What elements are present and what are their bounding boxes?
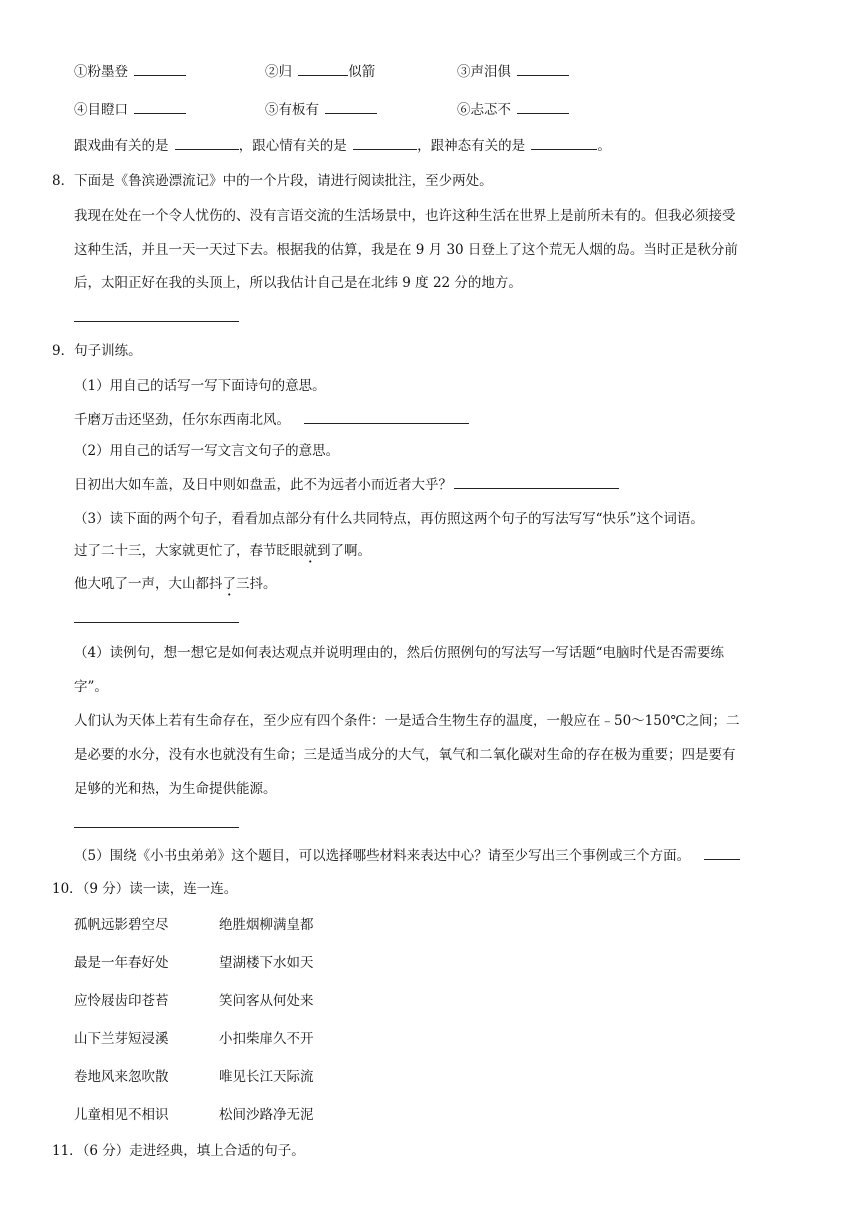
left-verse-2[interactable]: 最是一年春好处 [74, 955, 169, 971]
passage-line-3: 后，太阳正好在我的头顶上，所以我估计自己是在北纬 9 度 22 分的地方。 [74, 275, 522, 291]
poem-line: 千磨万击还坚劲，任尔东西南北风。 [74, 412, 290, 428]
answer-blank-mood[interactable] [353, 135, 417, 150]
answer-blank[interactable] [325, 99, 377, 114]
answer-blank[interactable] [134, 99, 186, 114]
item-number: ④ [74, 102, 88, 118]
question-8-prompt: 8．下面是《鲁滨逊漂流记》中的一个片段，请进行阅读批注，至少两处。 [52, 173, 493, 189]
answer-blank-p1[interactable] [304, 409, 469, 424]
item-text: 忐忑不 [470, 102, 511, 118]
left-verse-1[interactable]: 孤帆远影碧空尽 [74, 917, 169, 933]
classification-label-expression: ，跟神态有关的是 [417, 138, 526, 154]
classification-line [74, 135, 611, 156]
q9-part4-prompt-line-1: （4）读例句，想一想它是如何表达观点并说明理由的，然后仿照例句的写法写一写话题“电脑时代是否需要练 [74, 645, 724, 661]
left-verse-5[interactable]: 卷地风来忽吹散 [74, 1069, 169, 1085]
answer-blank-expression[interactable] [531, 135, 597, 150]
right-verse-5[interactable]: 唯见长江天际流 [219, 1069, 314, 1085]
item-text: 目瞪口 [87, 102, 128, 118]
example-line-3: 足够的光和热，为生命提供能源。 [74, 781, 277, 797]
q9-part2-classical [74, 474, 619, 495]
example-line-2: 是必要的水分，没有水也就没有生命；三是适当成分的大气，氧气和二氧化碳对生命的存在极为重要；四是要有 [74, 747, 736, 763]
prompt-text: （5）围绕《小书虫弟弟》这个题目，可以选择哪些材料来表达中心？请至少写出三个事例或三个方面。 [74, 848, 691, 864]
right-verse-1[interactable]: 绝胜烟柳满皇都 [219, 917, 314, 933]
classification-label-mood: ，跟心情有关的是 [238, 138, 347, 154]
classification-label-opera: 跟戏曲有关的是 [74, 138, 169, 154]
passage-line-2: 这种生活，并且一天一天过下去。根据我的估算，我是在 9 月 30 日登上了这个荒无人烟的岛。当时正是秋分前 [74, 242, 738, 258]
question-11-title: 11．（6 分）走进经典，填上合适的句子。 [52, 1143, 305, 1159]
answer-blank[interactable] [517, 99, 569, 114]
idiom-item-4 [74, 99, 186, 120]
classical-sentence: 日初出大如车盖，及日中则如盘盂，此不为远者小而近者大乎？ [74, 477, 452, 493]
q9-part3-sentence-1 [74, 541, 371, 561]
left-verse-6[interactable]: 儿童相见不相识 [74, 1107, 169, 1123]
answer-blank[interactable] [517, 61, 569, 76]
sentence-text: 过了二十三，大家就更忙了，春节 [74, 543, 277, 559]
q9-part1-prompt: （1）用自己的话写一写下面诗句的意思。 [74, 378, 326, 394]
sentence-text: 。 [263, 576, 277, 592]
question-10-title: 10．（9 分）读一读，连一连。 [52, 881, 238, 897]
item-text: 粉墨登 [87, 64, 128, 80]
example-line-1: 人们认为天体上若有生命存在，至少应有四个条件：一是适合生物生存的温度，一般应在﹣50～150℃之间；二 [74, 713, 740, 729]
sentence-text: 啊。 [344, 543, 371, 559]
idiom-item-5 [265, 99, 377, 120]
q9-part4-prompt-line-2: 字”。 [74, 679, 108, 695]
q9-part5-prompt [74, 845, 740, 866]
right-verse-2[interactable]: 望湖楼下水如天 [219, 955, 314, 971]
right-verse-4[interactable]: 小扣柴扉久不开 [219, 1031, 314, 1047]
answer-line-p3[interactable] [74, 622, 239, 623]
answer-line-p4[interactable] [74, 827, 239, 828]
q9-part3-sentence-2 [74, 574, 277, 594]
answer-blank[interactable] [298, 61, 348, 76]
right-verse-3[interactable]: 笑问客从何处来 [219, 993, 314, 1009]
q9-part3-prompt: （3）读下面的两个句子，看看加点部分有什么共同特点，再仿照这两个句子的写法写写“快乐”这个词语。 [74, 511, 704, 527]
right-verse-6[interactable]: 松间沙路净无泥 [219, 1107, 314, 1123]
idiom-item-6 [457, 99, 569, 120]
item-text: 声泪俱 [470, 64, 511, 80]
item-number: ① [74, 64, 88, 80]
item-number: ⑤ [265, 102, 279, 118]
item-number: ⑥ [457, 102, 471, 118]
question-9-title: 9．句子训练。 [52, 343, 142, 359]
item-text: 归 [278, 64, 292, 80]
left-verse-4[interactable]: 山下兰芽短浸溪 [74, 1031, 169, 1047]
idiom-item-1 [74, 61, 186, 82]
answer-blank-p5[interactable] [704, 845, 740, 860]
dotted-emphasis: 眨眼就到了 · [277, 543, 345, 559]
dotted-emphasis: 都抖了三抖 · [196, 576, 264, 592]
q9-part1-poem [74, 409, 469, 430]
item-text-after: 似箭 [348, 64, 376, 80]
item-number: ② [265, 64, 279, 80]
item-text: 有板有 [278, 102, 319, 118]
answer-line-q8[interactable] [74, 321, 239, 322]
answer-blank[interactable] [134, 61, 186, 76]
idiom-item-3 [457, 61, 569, 82]
left-verse-3[interactable]: 应怜屐齿印苍苔 [74, 993, 169, 1009]
answer-blank-p2[interactable] [454, 474, 619, 489]
passage-line-1: 我现在处在一个令人忧伤的、没有言语交流的生活场景中，也许这种生活在世界上是前所未有的。但我必须接受 [74, 208, 736, 224]
answer-blank-opera[interactable] [175, 135, 239, 150]
idiom-item-2 [265, 61, 375, 82]
item-number: ③ [457, 64, 471, 80]
period: 。 [597, 138, 611, 154]
q9-part2-prompt: （2）用自己的话写一写文言文句子的意思。 [74, 443, 340, 459]
sentence-text: 他大吼了一声，大山 [74, 576, 196, 592]
